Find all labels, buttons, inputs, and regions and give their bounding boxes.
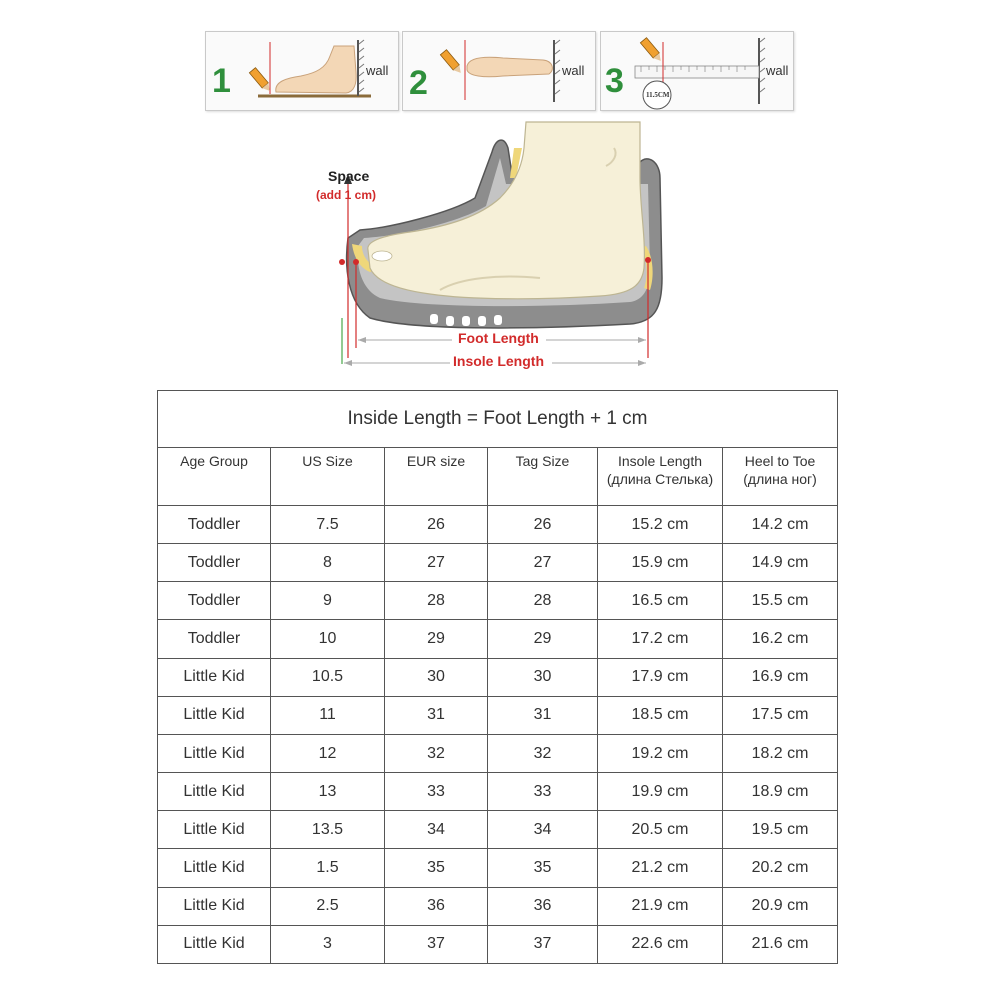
measure-step-3 [600,31,794,111]
us-size-cell: 3 [271,925,385,963]
tag-size-cell: 29 [488,620,598,658]
eur-size-cell: 37 [385,925,488,963]
eur-size-header-line: EUR size [406,453,466,469]
table-row [158,582,838,620]
eur-size-cell: 28 [385,582,488,620]
tag-size-cell: 28 [488,582,598,620]
heel-to-toe-cell: 18.2 cm [723,734,838,772]
age-group-cell: Toddler [158,544,271,582]
table-row [158,849,838,887]
heel-to-toe-cell: 20.2 cm [723,849,838,887]
eur-size-cell: 33 [385,773,488,811]
tag-size-cell: 35 [488,849,598,887]
eur-size-cell: 26 [385,506,488,544]
table-body [158,506,838,964]
heel-to-toe-header-line: Heel to Toe [744,453,816,469]
eur-size-cell: 27 [385,544,488,582]
us-size-cell: 12 [271,734,385,772]
us-size-cell: 8 [271,544,385,582]
age-group-cell: Little Kid [158,696,271,734]
step-1-number: 1 [212,62,231,100]
age-group-cell: Little Kid [158,773,271,811]
us-size-cell: 10.5 [271,658,385,696]
foot-length-label: Foot Length [458,330,539,346]
heel-to-toe-cell: 16.9 cm [723,658,838,696]
heel-to-toe-cell: 16.2 cm [723,620,838,658]
tag-size-header [488,448,598,506]
table-row [158,887,838,925]
heel-to-toe-header-line: (длина ног) [743,471,817,487]
tag-size-cell: 31 [488,696,598,734]
heel-to-toe-cell: 21.6 cm [723,925,838,963]
eur-size-cell: 34 [385,811,488,849]
age-group-cell: Little Kid [158,811,271,849]
measure-step-1 [205,31,399,111]
table-row [158,925,838,963]
age-group-header-line: Age Group [180,453,248,469]
tag-size-cell: 27 [488,544,598,582]
insole-length-cell: 22.6 cm [598,925,723,963]
us-size-cell: 11 [271,696,385,734]
heel-to-toe-cell: 18.9 cm [723,773,838,811]
age-group-header [158,448,271,506]
age-group-cell: Little Kid [158,658,271,696]
table-row [158,696,838,734]
insole-length-header-line: (длина Стелька) [606,471,714,487]
us-size-cell: 13 [271,773,385,811]
eur-size-cell: 29 [385,620,488,658]
age-group-cell: Little Kid [158,849,271,887]
step-3-illustration [601,32,793,110]
us-size-cell: 2.5 [271,887,385,925]
tag-size-cell: 37 [488,925,598,963]
tag-size-cell: 26 [488,506,598,544]
table-row [158,773,838,811]
insole-length-header [598,448,723,506]
tag-size-cell: 36 [488,887,598,925]
measure-step-2 [402,31,596,111]
heel-to-toe-header [723,448,838,506]
insole-length-cell: 17.2 cm [598,620,723,658]
step-3-number: 3 [605,62,624,100]
us-size-cell: 9 [271,582,385,620]
step-2-wall-label: wall [562,63,585,78]
table-row [158,620,838,658]
insole-length-cell: 20.5 cm [598,811,723,849]
step-3-wall-label: wall [766,63,789,78]
us-size-header [271,448,385,506]
insole-length-cell: 19.9 cm [598,773,723,811]
insole-length-cell: 21.9 cm [598,887,723,925]
heel-to-toe-cell: 14.9 cm [723,544,838,582]
space-note: (add 1 cm) [316,188,377,202]
table-row [158,811,838,849]
age-group-cell: Little Kid [158,734,271,772]
insole-length-header-line: Insole Length [617,453,703,469]
insole-length-cell: 19.2 cm [598,734,723,772]
insole-length-cell: 16.5 cm [598,582,723,620]
insole-length-cell: 21.2 cm [598,849,723,887]
foot-in-shoe-diagram [300,118,700,378]
step-1-wall-label: wall [366,63,389,78]
us-size-cell: 10 [271,620,385,658]
insole-length-cell: 18.5 cm [598,696,723,734]
us-size-cell: 7.5 [271,506,385,544]
heel-to-toe-cell: 19.5 cm [723,811,838,849]
heel-to-toe-cell: 14.2 cm [723,506,838,544]
table-row [158,658,838,696]
step-3-ruler-label: 11.5CM [646,91,670,99]
age-group-cell: Toddler [158,582,271,620]
table-row [158,544,838,582]
age-group-cell: Toddler [158,620,271,658]
us-size-cell: 13.5 [271,811,385,849]
eur-size-cell: 31 [385,696,488,734]
tag-size-header-line: Tag Size [515,453,570,469]
tag-size-cell: 30 [488,658,598,696]
age-group-cell: Little Kid [158,925,271,963]
us-size-header-line: US Size [302,453,353,469]
table-header-row [158,448,838,506]
eur-size-cell: 35 [385,849,488,887]
age-group-cell: Little Kid [158,887,271,925]
eur-size-cell: 32 [385,734,488,772]
tag-size-cell: 32 [488,734,598,772]
table-caption: Inside Length = Foot Length + 1 cm [158,391,838,448]
insole-length-label: Insole Length [453,353,544,369]
us-size-cell: 1.5 [271,849,385,887]
size-chart-table [157,390,838,964]
table-row [158,734,838,772]
table-row [158,506,838,544]
eur-size-header [385,448,488,506]
step-2-number: 2 [409,64,428,102]
heel-to-toe-cell: 20.9 cm [723,887,838,925]
insole-length-cell: 17.9 cm [598,658,723,696]
heel-to-toe-cell: 15.5 cm [723,582,838,620]
tag-size-cell: 33 [488,773,598,811]
heel-to-toe-cell: 17.5 cm [723,696,838,734]
space-label: Space [328,168,370,184]
eur-size-cell: 30 [385,658,488,696]
tag-size-cell: 34 [488,811,598,849]
insole-length-cell: 15.2 cm [598,506,723,544]
insole-length-cell: 15.9 cm [598,544,723,582]
eur-size-cell: 36 [385,887,488,925]
age-group-cell: Toddler [158,506,271,544]
